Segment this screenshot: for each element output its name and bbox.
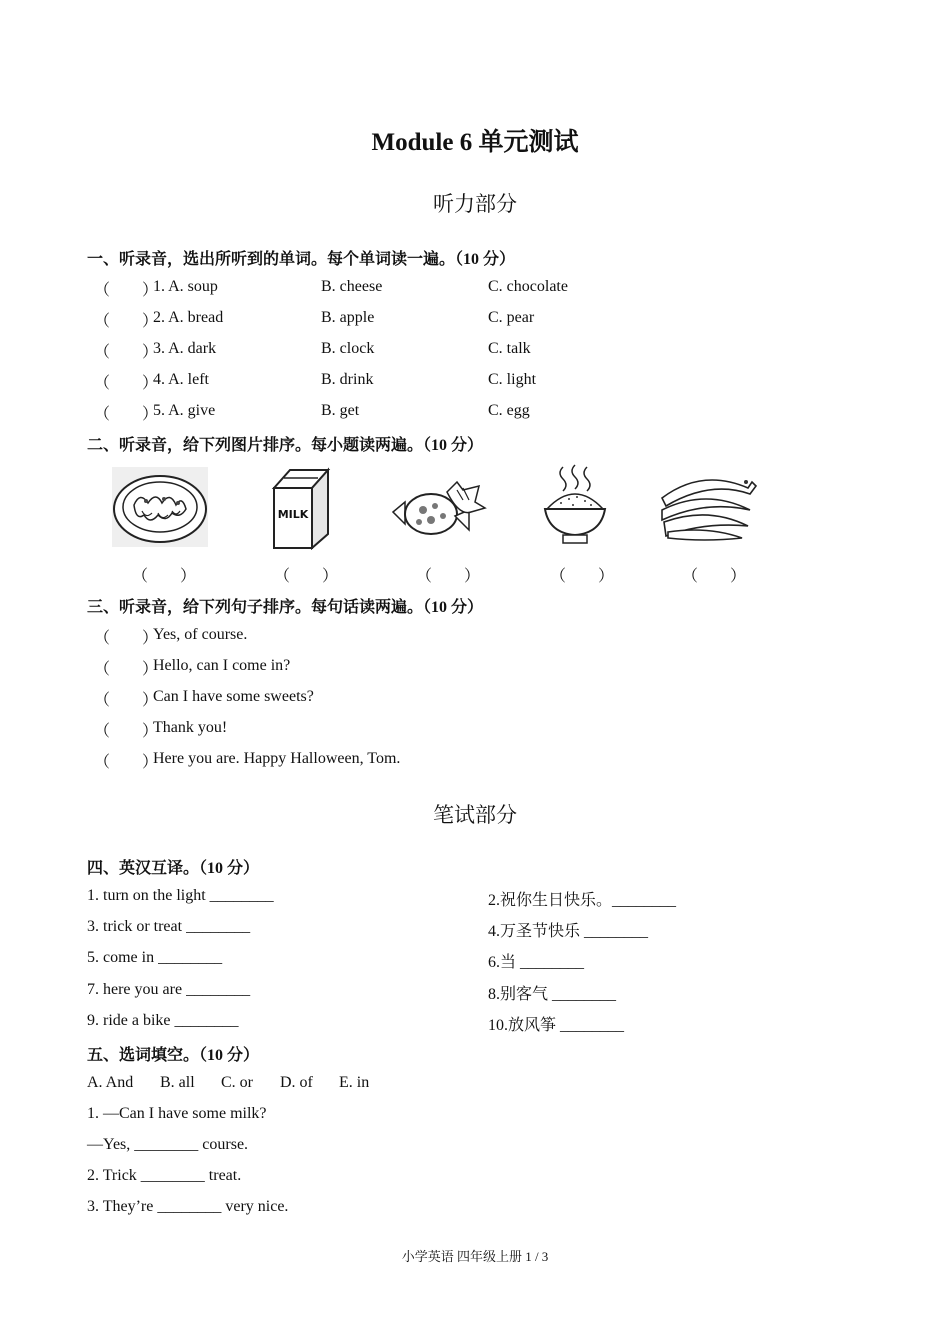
bananas-image xyxy=(658,468,758,542)
q2-option-a: 2. A. bread xyxy=(153,309,224,326)
sentence-5: Here you are. Happy Halloween, Tom. xyxy=(153,750,401,767)
option-and: A. And xyxy=(87,1074,134,1091)
translate-item-3: 3. trick or treat ________ xyxy=(87,918,251,935)
page-title: Module 6 单元测试 xyxy=(371,129,579,156)
translate-item-1: 1. turn on the light ________ xyxy=(87,887,274,904)
fill-line-1: 1. —Can I have some milk? xyxy=(87,1105,267,1122)
q5-option-c: C. egg xyxy=(488,402,530,419)
q4-option-a: 4. A. left xyxy=(153,371,209,388)
rice-bowl-image xyxy=(541,463,609,547)
sentence-1: Yes, of course. xyxy=(153,626,248,643)
translate-item-9: 9. ride a bike ________ xyxy=(87,1012,239,1029)
picture-1-answer-paren: （ ） xyxy=(132,568,197,585)
listening-section-title: 听力部分 xyxy=(433,192,517,216)
q1-option-a: 1. A. soup xyxy=(153,278,218,295)
q4-option-c: C. light xyxy=(488,371,537,388)
fill-line-3: 2. Trick ________ treat. xyxy=(87,1167,242,1184)
picture-4-answer-paren: （ ） xyxy=(550,568,615,585)
answer-paren: （ ） xyxy=(94,630,159,647)
option-all: B. all xyxy=(160,1074,195,1091)
milk-carton-image xyxy=(270,466,332,550)
answer-paren: （ ） xyxy=(94,661,159,678)
q1-option-c: C. chocolate xyxy=(488,278,568,295)
section-5-heading: 五、选词填空。（10 分） xyxy=(87,1047,260,1064)
sweets-image xyxy=(391,478,491,542)
picture-2-answer-paren: （ ） xyxy=(274,568,339,585)
option-of: D. of xyxy=(280,1074,313,1091)
answer-paren: （ ） xyxy=(94,692,159,709)
section-4-heading: 四、英汉互译。（10 分） xyxy=(87,860,260,877)
option-in: E. in xyxy=(339,1074,370,1091)
answer-paren: （ ） xyxy=(94,723,159,740)
translate-item-5: 5. come in ________ xyxy=(87,949,223,966)
translate-item-6: 6.当 ________ xyxy=(488,954,585,971)
q2-option-c: C. pear xyxy=(488,309,535,326)
q3-option-b: B. clock xyxy=(321,340,375,357)
q1-option-b: B. cheese xyxy=(321,278,383,295)
q5-option-b: B. get xyxy=(321,402,360,419)
sentence-2: Hello, can I come in? xyxy=(153,657,291,674)
answer-paren: （ ） xyxy=(94,282,159,299)
fill-line-2: —Yes, ________ course. xyxy=(87,1136,249,1153)
section-1-heading: 一、听录音，选出所听到的单词。每个单词读一遍。（10 分） xyxy=(87,251,516,268)
q3-option-a: 3. A. dark xyxy=(153,340,217,357)
translate-item-2: 2.祝你生日快乐。________ xyxy=(488,892,677,909)
answer-paren: （ ） xyxy=(94,375,159,392)
page-footer: 小学英语 四年级上册 1 / 3 xyxy=(401,1249,549,1264)
translate-item-7: 7. here you are ________ xyxy=(87,981,251,998)
q4-option-b: B. drink xyxy=(321,371,374,388)
section-3-heading: 三、听录音，给下列句子排序。每句话读两遍。（10 分） xyxy=(87,599,484,616)
answer-paren: （ ） xyxy=(94,313,159,330)
translate-item-4: 4.万圣节快乐 ________ xyxy=(488,923,649,940)
writing-section-title: 笔试部分 xyxy=(433,803,517,827)
option-or: C. or xyxy=(221,1074,253,1091)
picture-3-answer-paren: （ ） xyxy=(416,568,481,585)
answer-paren: （ ） xyxy=(94,344,159,361)
translate-item-10: 10.放风筝 ________ xyxy=(488,1017,625,1034)
milk-label: MILK xyxy=(277,508,309,521)
fill-line-4: 3. They’re ________ very nice. xyxy=(87,1198,289,1215)
translate-item-8: 8.别客气 ________ xyxy=(488,986,617,1003)
dumplings-plate-image xyxy=(112,467,208,547)
sentence-4: Thank you! xyxy=(153,719,228,736)
section-2-heading: 二、听录音，给下列图片排序。每小题读两遍。（10 分） xyxy=(87,437,484,454)
picture-5-answer-paren: （ ） xyxy=(682,568,747,585)
sentence-3: Can I have some sweets? xyxy=(153,688,314,705)
q5-option-a: 5. A. give xyxy=(153,402,216,419)
q2-option-b: B. apple xyxy=(321,309,375,326)
answer-paren: （ ） xyxy=(94,406,159,423)
answer-paren: （ ） xyxy=(94,754,159,771)
q3-option-c: C. talk xyxy=(488,340,531,357)
